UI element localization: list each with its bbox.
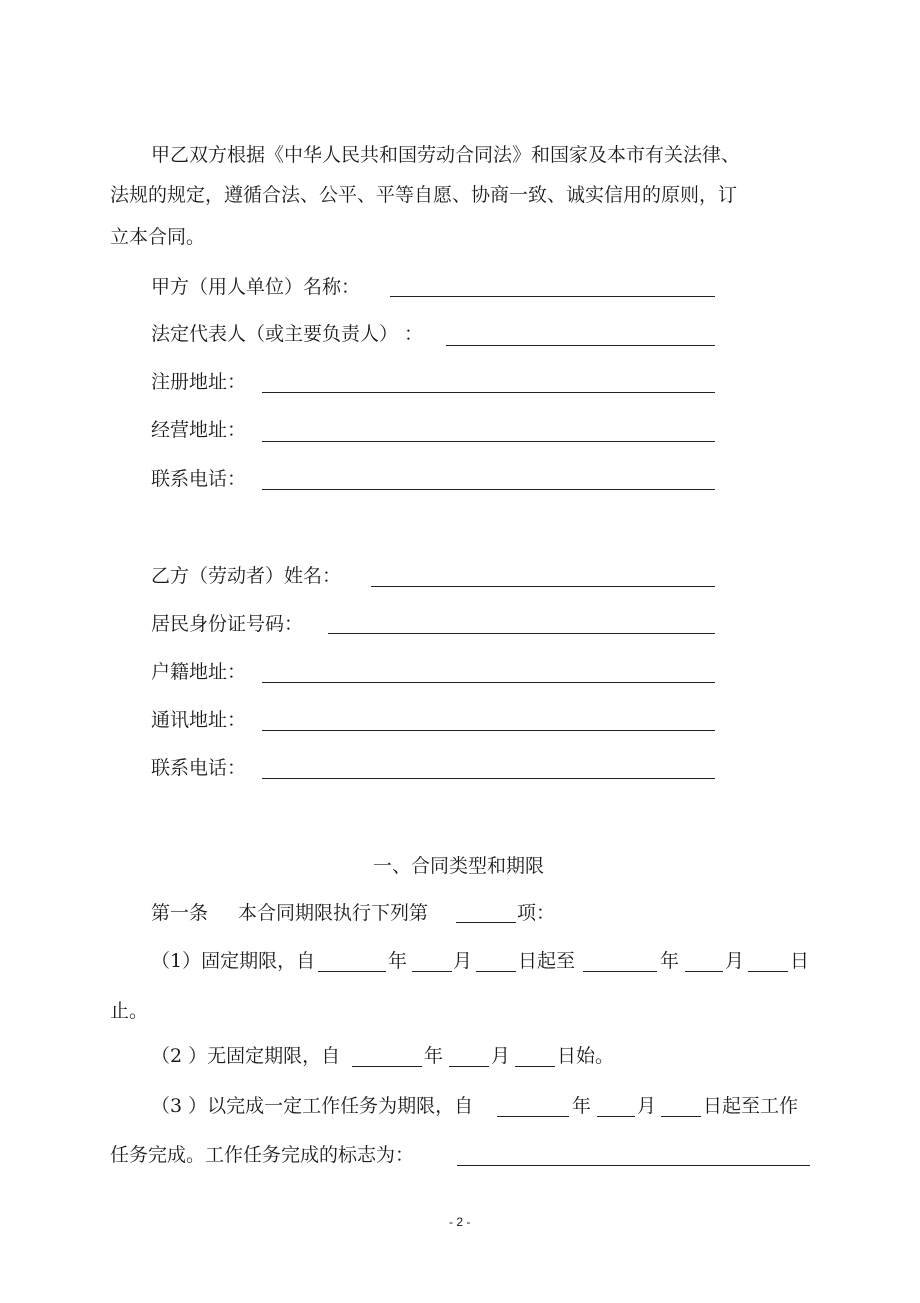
option-1-start-day-field[interactable] xyxy=(476,971,516,972)
party-b-id-label: 居民身份证号码： xyxy=(151,613,304,635)
option-1-end-year-label: 年 xyxy=(660,950,680,972)
option-1-end-year-field[interactable] xyxy=(583,971,657,972)
option-2-start-label: 日始。 xyxy=(557,1045,615,1067)
option-3-text: （3 ）以完成一定工作任务为期限，自 xyxy=(151,1095,474,1117)
article-1-option-field[interactable] xyxy=(456,922,516,923)
option-3-year-label: 年 xyxy=(572,1095,592,1117)
party-a-phone-label: 联系电话： xyxy=(151,468,247,490)
option-2-start-month-field[interactable] xyxy=(449,1066,489,1067)
option-3-until-label: 日起至工作 xyxy=(703,1095,799,1117)
option-3-completion-field[interactable] xyxy=(457,1165,810,1166)
party-a-phone-field[interactable] xyxy=(262,489,715,490)
article-1-suffix: 项： xyxy=(517,902,556,924)
party-b-household-label: 户籍地址： xyxy=(151,661,247,683)
option-1-end-month-field[interactable] xyxy=(685,971,723,972)
party-a-reg-addr-label: 注册地址： xyxy=(151,371,247,393)
party-b-phone-label: 联系电话： xyxy=(151,757,247,779)
party-a-biz-addr-label: 经营地址： xyxy=(151,419,247,441)
option-3-month-label: 月 xyxy=(637,1095,657,1117)
option-3-start-month-field[interactable] xyxy=(597,1116,635,1117)
party-a-rep-field[interactable] xyxy=(446,345,715,346)
option-3-line-2: 任务完成。工作任务完成的标志为： xyxy=(110,1144,415,1166)
party-b-phone-field[interactable] xyxy=(262,778,715,779)
party-a-name-label: 甲方（用人单位）名称： xyxy=(151,276,361,298)
preamble-line-2: 法规的规定，遵循合法、公平、平等自愿、协商一致、诚实信用的原则，订 xyxy=(110,184,738,206)
preamble-line-1: 甲乙双方根据《中华人民共和国劳动合同法》和国家及本市有关法律、 xyxy=(151,144,741,166)
option-1-end-month-label: 月 xyxy=(725,950,745,972)
option-1-text: （1）固定期限，自 xyxy=(151,950,316,972)
option-1-from-label: 日起至 xyxy=(518,950,576,972)
party-b-id-field[interactable] xyxy=(328,633,715,634)
option-2-year-label: 年 xyxy=(424,1045,444,1067)
option-1-end-day-field[interactable] xyxy=(748,971,788,972)
option-3-start-day-field[interactable] xyxy=(661,1116,701,1117)
option-3-start-year-field[interactable] xyxy=(497,1116,569,1117)
party-a-reg-addr-field[interactable] xyxy=(262,392,715,393)
party-a-name-field[interactable] xyxy=(390,296,715,297)
preamble-line-3: 立本合同。 xyxy=(110,226,206,248)
option-1-end-day-label: 日 xyxy=(790,950,810,972)
option-2-text: （2 ）无固定期限，自 xyxy=(151,1045,341,1067)
article-1-label: 第一条 xyxy=(151,902,209,924)
option-1-month-label: 月 xyxy=(453,950,473,972)
party-a-biz-addr-field[interactable] xyxy=(262,441,715,442)
option-1-start-year-field[interactable] xyxy=(318,971,386,972)
party-b-household-field[interactable] xyxy=(262,682,715,683)
party-b-mail-addr-label: 通讯地址： xyxy=(151,709,247,731)
option-2-month-label: 月 xyxy=(491,1045,511,1067)
option-2-start-day-field[interactable] xyxy=(515,1066,555,1067)
option-1-year-label: 年 xyxy=(388,950,408,972)
article-1-text: 本合同期限执行下列第 xyxy=(238,902,429,924)
option-2-start-year-field[interactable] xyxy=(352,1066,422,1067)
party-b-name-label: 乙方（劳动者）姓名： xyxy=(151,565,342,587)
option-1-end-text: 止。 xyxy=(110,1000,149,1022)
party-b-mail-addr-field[interactable] xyxy=(262,730,715,731)
party-b-name-field[interactable] xyxy=(371,586,715,587)
party-a-rep-label: 法定代表人（或主要负责人） ： xyxy=(151,323,424,345)
section-heading: 一、合同类型和期限 xyxy=(373,855,545,877)
option-1-start-month-field[interactable] xyxy=(412,971,452,972)
page-number: - 2 - xyxy=(449,1215,471,1229)
